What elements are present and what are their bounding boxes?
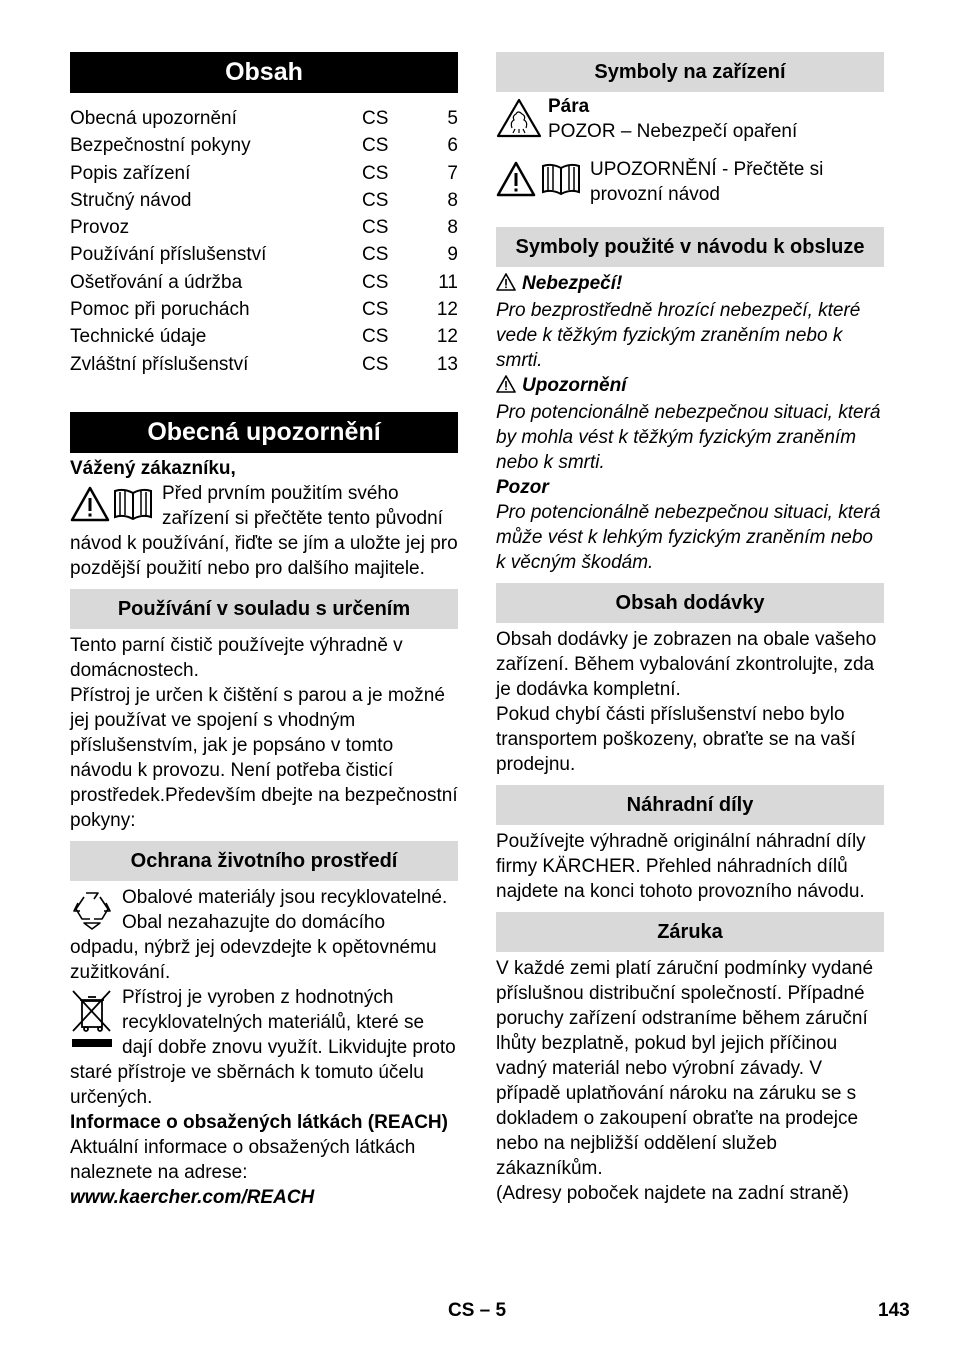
toc-entry-page: 7 [447,162,458,184]
device-symbols-heading: Symboly na zařízení [496,52,884,92]
reach-text: Aktuální informace o obsažených látkách naleznete na adrese: [70,1136,416,1183]
warning-triangle-icon [496,273,516,298]
warning-title: Upozornění [522,375,627,396]
manual-symbol-row [496,157,884,207]
greeting: Vážený zákazníku, [70,457,236,479]
toc-entry-title: Technické údaje [70,326,207,348]
toc-entry-page: 11 [438,271,458,293]
recycle-block [70,885,458,985]
toc-entry-title: Provoz [70,217,130,239]
intended-use-p2: Přístroj je určen k čištění s parou a je možné jej používat ve spojení s vhodným příslušenstvím, jak je popsáno v tomto návodu k provozu. Není potřeba čisticí prostředek.Především dbejte na bezpečnostní pokyny: [70,684,458,831]
toc-row[interactable] [70,241,458,268]
toc-entry-lang: CS [362,271,389,293]
environment-heading: Ochrana životního prostředí [70,841,458,881]
toc-entry-lang: CS [362,217,389,239]
warning-triangle-icon [496,375,516,400]
toc-entry-lang: CS [362,135,389,157]
intro-text: Před prvním použitím svého zařízení si přečtěte tento původní návod k používání, řiďte se jím a uložte jej pro pozdější použití nebo pro dalšího majitele. [70,482,458,579]
hot-steam-warning-icon [496,98,542,138]
warning-text: Pro potencionálně nebezpečnou situaci, která by mohla vést k těžkým fyzickým zraněním nebo k smrti. [496,402,881,473]
footer-section: CS – 5 [448,1300,507,1321]
spare-parts-p1: Používejte výhradně originální náhradní díly firmy KÄRCHER. Přehled náhradních dílů najdete na konci tohoto provozního návodu. [496,831,866,902]
toc-entry-page: 13 [436,353,458,375]
intro-icons [70,486,154,522]
toc-entry-page: 6 [447,135,458,157]
toc-entry-page: 12 [436,326,458,348]
toc-entry-title: Zvláštní příslušenství [70,353,249,375]
toc-row[interactable] [70,214,458,241]
danger-title-row [496,271,884,298]
toc-entry-title: Stručný návod [70,189,192,211]
intro-block [70,481,458,581]
toc-entry-lang: CS [362,353,389,375]
toc-entry-title: Používání příslušenství [70,244,267,266]
manual-symbol-text: UPOZORNĚNÍ - Přečtěte si provozní návod [590,159,824,205]
toc-entry-page: 12 [436,299,458,321]
table-of-contents [70,105,458,378]
left-column [70,52,458,1210]
toc-row[interactable] [70,187,458,214]
danger-text: Pro bezprostředně hrozící nebezpečí, které vede k těžkým fyzickým zraněním nebo k smrti. [496,300,861,371]
toc-entry-lang: CS [362,299,389,321]
steam-text: POZOR – Nebezpečí opaření [548,121,798,142]
toc-entry-page: 8 [447,189,458,211]
warning-triangle-icon [496,161,536,197]
disposal-block [70,985,458,1110]
manual-symbols-heading: Symboly použité v návodu k obsluze [496,227,884,267]
toc-row[interactable] [70,132,458,159]
toc-entry-title: Ošetřování a údržba [70,271,243,293]
delivery-p2: Pokud chybí části příslušenství nebo bylo transportem poškozeny, obraťte se na vaší prodejnu. [496,704,856,775]
toc-heading: Obsah [70,52,458,93]
toc-entry-lang: CS [362,162,389,184]
disposal-text: Přístroj je vyroben z hodnotných recyklovatelných materiálů, které se dají dobře znovu využít. Likvidujte proto staré přístroje ve sběrnách k tomuto účelu určených. [70,986,456,1108]
delivery-heading: Obsah dodávky [496,583,884,623]
reach-url[interactable]: www.kaercher.com/REACH [70,1186,315,1208]
intended-use-p1: Tento parní čistič používejte výhradně v domácnostech. [70,634,403,681]
steam-title: Pára [548,96,590,117]
caution-title: Pozor [496,477,549,498]
toc-row[interactable] [70,160,458,187]
toc-row[interactable] [70,351,458,378]
crossed-bin-icon [70,989,114,1049]
toc-entry-page: 9 [447,244,458,266]
reach-title: Informace o obsažených látkách (REACH) [70,1111,448,1133]
toc-entry-title: Pomoc při poruchách [70,299,250,321]
manual-book-icon [540,161,582,197]
recycle-text: Obalové materiály jsou recyklovatelné. Obal nezahazujte do domácího odpadu, nýbrž jej odevzdejte k opětovnému zužitkování. [70,886,448,983]
toc-entry-lang: CS [362,108,389,129]
recycle-icon [70,889,114,931]
toc-row[interactable] [70,269,458,296]
toc-entry-lang: CS [362,189,389,211]
warranty-p1: V každé zemi platí záruční podmínky vydané příslušnou distribuční společností. Případné poruchy zařízení odstraníme během záruční lhůty bezplatně, pokud byl jejich příčinou vadný materiál nebo výrobní závady. V případě uplatňování nároku na záruku se s dokladem o zakoupení obraťte na prodejce nebo na nejbližší oddělení služeb zákazníkům. [496,958,874,1179]
intended-use-heading: Používání v souladu s určením [70,589,458,629]
warning-title-row [496,373,884,400]
danger-title: Nebezpečí! [522,273,623,294]
toc-entry-title: Obecná upozornění [70,108,237,129]
toc-entry-lang: CS [362,326,389,348]
toc-entry-page: 8 [447,217,458,239]
toc-entry-lang: CS [362,244,389,266]
caution-text: Pro potencionálně nebezpečnou situaci, která může vést k lehkým fyzickým zraněním nebo k věcným škodám. [496,502,881,573]
toc-entry-page: 5 [447,108,458,129]
general-heading: Obecná upozornění [70,412,458,453]
footer-page-number: 143 [878,1300,910,1321]
warranty-heading: Záruka [496,912,884,952]
steam-symbol-row [496,94,884,144]
manual-book-icon [112,486,154,522]
delivery-p1: Obsah dodávky je zobrazen na obale vašeho zařízení. Během vybalování zkontrolujte, zda je dodávka kompletní. [496,629,877,700]
right-column [496,52,884,1206]
toc-row[interactable] [70,105,458,132]
spare-parts-heading: Náhradní díly [496,785,884,825]
warranty-p2: (Adresy poboček najdete na zadní straně) [496,1183,849,1204]
toc-entry-title: Bezpečnostní pokyny [70,135,251,157]
toc-row[interactable] [70,296,458,323]
toc-entry-title: Popis zařízení [70,162,191,184]
toc-row[interactable] [70,323,458,350]
warning-triangle-icon [70,486,110,522]
